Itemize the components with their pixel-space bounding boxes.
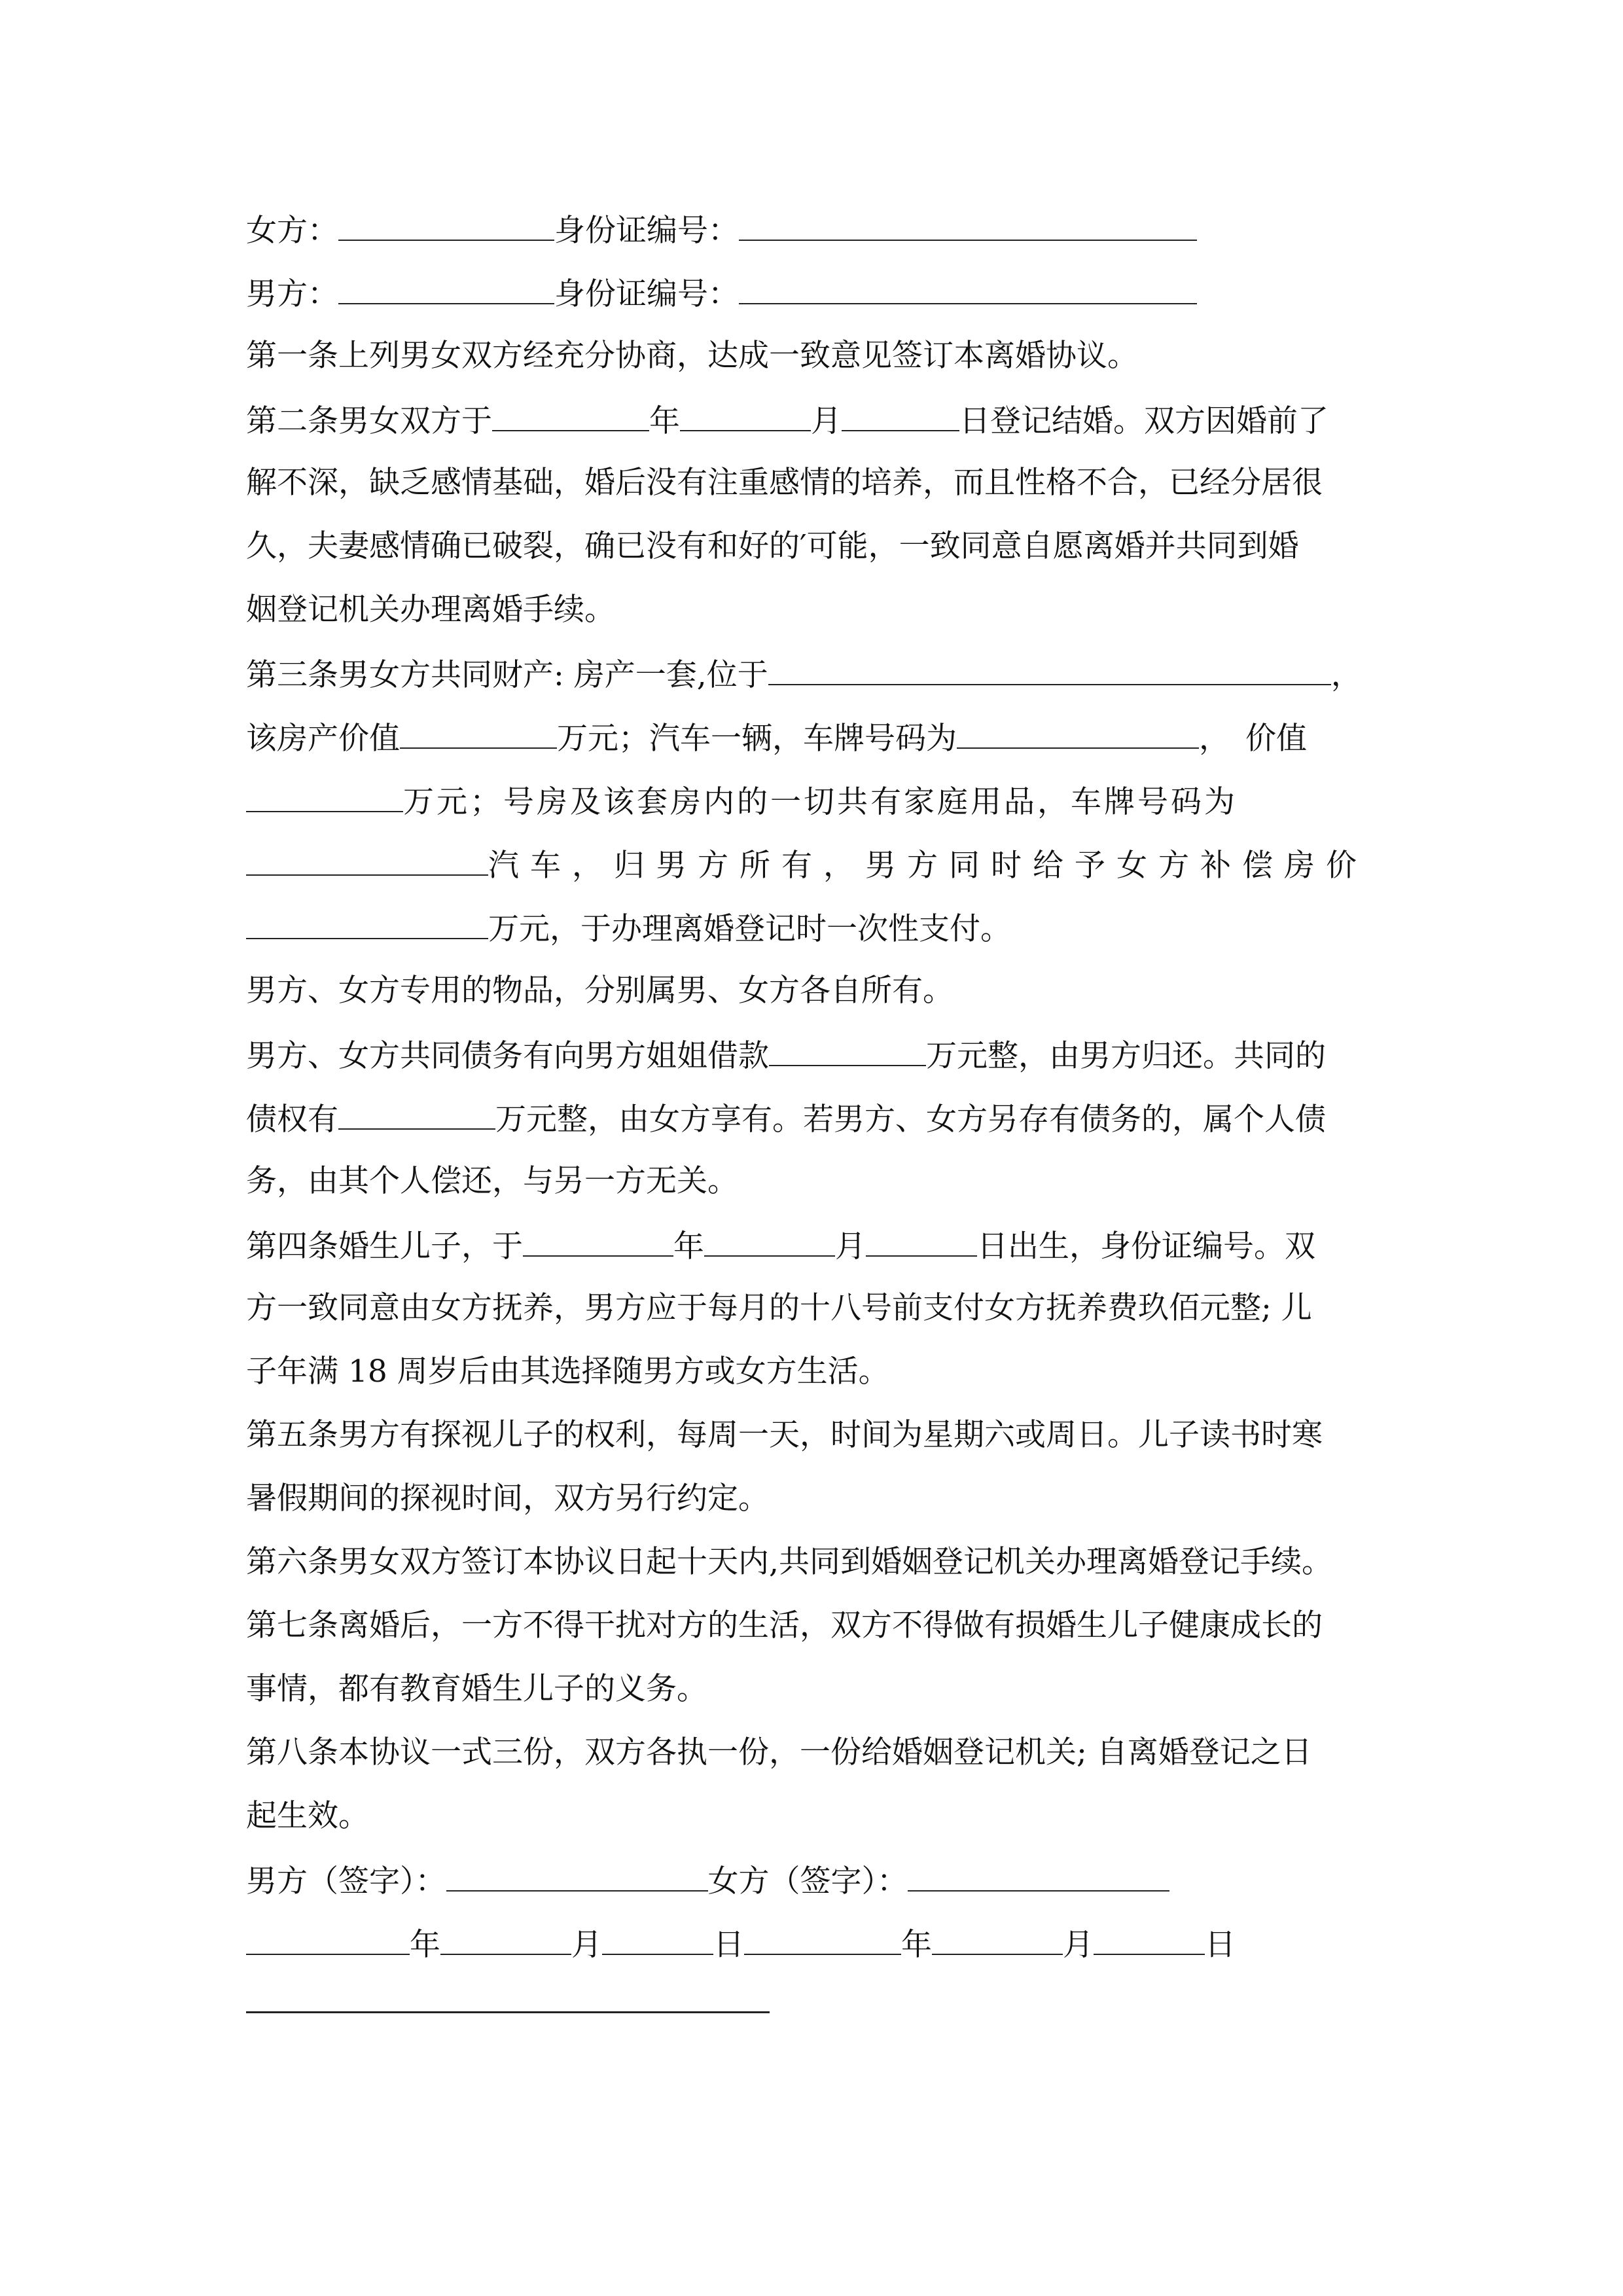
debt-amount-blank[interactable] bbox=[769, 1035, 926, 1066]
car-value-blank[interactable] bbox=[246, 781, 403, 812]
year-label: 年 bbox=[649, 403, 680, 439]
article-7-line-1: 第七条离婚后，一方不得干扰对方的生活，双方不得做有损婚生儿子健康成长的 bbox=[246, 1607, 1323, 1643]
male-date-day-blank[interactable] bbox=[602, 1924, 713, 1955]
article-4-line-2: 方一致同意由女方抚养，男方应于每月的十八号前支付女方抚养费玖佰元整; 儿 bbox=[246, 1290, 1312, 1326]
article-3-line-9: 务，由其个人偿还，与另一方无关。 bbox=[246, 1163, 738, 1199]
article-4-rest: 出生，身份证编号。双 bbox=[1008, 1229, 1315, 1265]
signature-date-line bbox=[246, 1924, 1236, 1963]
plate-number-blank[interactable] bbox=[957, 717, 1199, 749]
male-sign-blank[interactable] bbox=[446, 1860, 708, 1892]
article-1: 第一条上列男女双方经充分协商，达成一致意见签订本离婚协议。 bbox=[246, 338, 1138, 374]
birth-year-label: 年 bbox=[673, 1229, 704, 1265]
car-label: 万元；汽车一辆，车牌号码为 bbox=[557, 721, 957, 757]
male-party-line bbox=[246, 273, 1197, 312]
credit-label: 债权有 bbox=[246, 1102, 338, 1138]
article-3-line-8 bbox=[246, 1098, 1326, 1138]
female-id-blank[interactable] bbox=[739, 209, 1197, 241]
article-2-line-1 bbox=[246, 400, 1329, 439]
debt-text: 万元整，由男方归还。共同的 bbox=[926, 1038, 1326, 1074]
article-2-line-3: 久，夫妻感情确已破裂，确已没有和好的′可能，一致同意自愿离婚并共同到婚 bbox=[246, 528, 1299, 564]
signature-line bbox=[246, 1860, 1169, 1899]
birth-year-blank[interactable] bbox=[523, 1225, 673, 1257]
article-5-line-1: 第五条男方有探视儿子的权利，每周一天，时间为星期六或周日。儿子读书时寒 bbox=[246, 1417, 1323, 1453]
comma: ， bbox=[1330, 657, 1362, 693]
male-name-blank[interactable] bbox=[338, 273, 554, 304]
house-location-blank[interactable] bbox=[768, 654, 1331, 685]
article-4-line-3: 子年满 18 周岁后由其选择随男方或女方生活。 bbox=[246, 1354, 889, 1390]
female-label: 女方： bbox=[246, 213, 338, 249]
day-label: 日 bbox=[959, 403, 990, 439]
female-date-day-label: 日 bbox=[1205, 1927, 1236, 1963]
female-date-day-blank[interactable] bbox=[1094, 1924, 1205, 1955]
house-value-label: 该房产价值 bbox=[246, 721, 400, 757]
comma-2: ， bbox=[1199, 721, 1230, 757]
female-date-year-blank[interactable] bbox=[744, 1924, 901, 1955]
male-sign-label: 男方（签字）： bbox=[246, 1863, 446, 1899]
male-date-year-blank[interactable] bbox=[246, 1924, 410, 1955]
closing-rule bbox=[246, 2011, 770, 2013]
article-3-line-4 bbox=[246, 844, 1368, 884]
house-value-blank[interactable] bbox=[400, 717, 557, 749]
male-label: 男方： bbox=[246, 276, 338, 312]
month-label: 月 bbox=[811, 403, 842, 439]
female-party-line bbox=[246, 209, 1197, 249]
marriage-year-blank[interactable] bbox=[492, 400, 649, 431]
article-3-start: 第三条男女方共同财产: 房产一套,位于 bbox=[246, 657, 768, 693]
article-3-line-5-text: 万元，于办理离婚登记时一次性支付。 bbox=[488, 911, 1011, 947]
female-name-blank[interactable] bbox=[338, 209, 554, 241]
article-3-line-6: 男方、女方专用的物品，分别属男、女方各自所有。 bbox=[246, 973, 954, 1009]
article-4-start: 第四条婚生儿子，于 bbox=[246, 1229, 523, 1265]
article-7-line-2: 事情，都有教育婚生儿子的义务。 bbox=[246, 1671, 707, 1707]
female-sign-blank[interactable] bbox=[908, 1860, 1169, 1892]
female-id-label: 身份证编号： bbox=[554, 213, 739, 249]
article-3-line-5 bbox=[246, 908, 1011, 947]
male-id-label: 身份证编号： bbox=[554, 276, 739, 312]
article-2-mid: 登记结婚。双方因婚前了 bbox=[990, 403, 1329, 439]
male-id-blank[interactable] bbox=[739, 273, 1197, 304]
birth-day-label: 日 bbox=[977, 1229, 1008, 1265]
marriage-month-blank[interactable] bbox=[680, 400, 811, 431]
birth-month-blank[interactable] bbox=[704, 1225, 835, 1257]
article-2-start: 第二条男女双方于 bbox=[246, 403, 492, 439]
article-3-line-3 bbox=[246, 781, 1238, 820]
male-date-day-label: 日 bbox=[713, 1927, 744, 1963]
article-3-line-3-text: 万元；号房及该套房内的一切共有家庭用品，车牌号码为 bbox=[403, 784, 1238, 820]
article-3-line-4-text: 汽车，归男方所有，男方同时给予女方补偿房价 bbox=[488, 848, 1368, 884]
female-date-year-label: 年 bbox=[901, 1927, 932, 1963]
birth-day-blank[interactable] bbox=[866, 1225, 977, 1257]
male-date-month-label: 月 bbox=[571, 1927, 602, 1963]
compensation-blank[interactable] bbox=[246, 908, 488, 939]
car-plate-blank-2[interactable] bbox=[246, 844, 488, 876]
male-date-month-blank[interactable] bbox=[440, 1924, 571, 1955]
male-date-year-label: 年 bbox=[410, 1927, 440, 1963]
female-sign-label: 女方（签字）： bbox=[707, 1863, 908, 1899]
article-5-line-2: 暑假期间的探视时间，双方另行约定。 bbox=[246, 1480, 769, 1516]
article-4-line-1 bbox=[246, 1225, 1315, 1265]
article-3-line-7 bbox=[246, 1035, 1326, 1074]
credit-text: 万元整，由女方享有。若男方、女方另存有债务的，属个人债 bbox=[495, 1102, 1326, 1138]
debt-label: 男方、女方共同债务有向男方姐姐借款 bbox=[246, 1038, 769, 1074]
article-8-line-1: 第八条本协议一式三份，双方各执一份，一份给婚姻登记机关; 自离婚登记之日 bbox=[246, 1734, 1312, 1770]
article-8-line-2: 起生效。 bbox=[246, 1798, 369, 1834]
marriage-day-blank[interactable] bbox=[842, 400, 959, 431]
article-3-line-2 bbox=[246, 717, 1307, 757]
female-date-month-label: 月 bbox=[1063, 1927, 1094, 1963]
article-3-line-1 bbox=[246, 654, 1362, 693]
article-2-line-4: 姻登记机关办理离婚手续。 bbox=[246, 592, 615, 628]
article-2-line-2: 解不深，缺乏感情基础，婚后没有注重感情的培养，而且性格不合，已经分居很 bbox=[246, 465, 1323, 501]
female-date-month-blank[interactable] bbox=[932, 1924, 1063, 1955]
birth-month-label: 月 bbox=[835, 1229, 866, 1265]
car-value-label: 价值 bbox=[1245, 721, 1307, 757]
credit-amount-blank[interactable] bbox=[338, 1098, 495, 1130]
article-6: 第六条男女双方签订本协议日起十天内,共同到婚姻登记机关办理离婚登记手续。 bbox=[246, 1544, 1332, 1580]
